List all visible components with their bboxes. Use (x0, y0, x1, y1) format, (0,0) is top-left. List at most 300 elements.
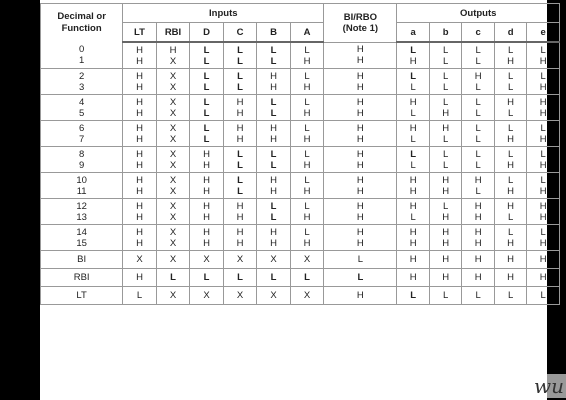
header-output-col: b (429, 23, 461, 43)
table-row (41, 121, 560, 147)
cell-value: H (356, 185, 364, 197)
cell-value: L (443, 81, 449, 93)
cell-value: L (237, 55, 243, 67)
cell-value: H (136, 211, 143, 223)
table-cell (494, 199, 526, 225)
cell-value: L (237, 44, 243, 56)
cell-value: X (290, 251, 324, 269)
table-cell (123, 95, 157, 121)
cell-value: H (270, 81, 277, 93)
row-label-line: 6 (78, 122, 85, 134)
cell-value: L (270, 159, 277, 171)
table-cell (397, 42, 429, 69)
cell-value: L (475, 185, 481, 197)
table-cell (462, 147, 494, 173)
cell-value: H (442, 185, 450, 197)
header-output-col: e (527, 23, 560, 43)
cell-value: H (303, 81, 311, 93)
cell-value: X (169, 226, 177, 238)
cell-value: L (507, 122, 514, 134)
table-cell (156, 147, 190, 173)
cell-value: H (324, 287, 397, 305)
cell-value: H (409, 200, 417, 212)
cell-value: L (443, 200, 449, 212)
cell-value: H (136, 81, 143, 93)
table-cell (257, 95, 291, 121)
cell-value: L (304, 44, 310, 56)
cell-value: H (236, 211, 244, 223)
cell-value: L (304, 226, 310, 238)
cell-value: H (527, 269, 560, 287)
table-cell (527, 42, 560, 69)
table-row (41, 225, 560, 251)
cell-value: L (304, 200, 310, 212)
cell-value: H (409, 174, 417, 186)
row-label-line: 11 (76, 185, 87, 197)
table-cell (223, 42, 257, 69)
cell-value: L (270, 55, 277, 67)
table-cell (324, 95, 397, 121)
cell-value: H (203, 200, 210, 212)
cell-value: L (507, 174, 514, 186)
cell-value: L (443, 96, 449, 108)
cell-value: H (356, 237, 364, 249)
cell-value: H (303, 107, 311, 119)
table-cell (290, 121, 324, 147)
cell-value: H (409, 96, 417, 108)
table-cell (156, 42, 190, 69)
cell-value: H (270, 70, 277, 82)
header-output-col: c (462, 23, 494, 43)
cell-value: H (203, 185, 210, 197)
cell-value: H (442, 122, 450, 134)
cell-value: H (136, 226, 143, 238)
table-header (41, 4, 560, 43)
table-cell (257, 69, 291, 95)
table-cell (397, 69, 429, 95)
cell-value: H (539, 159, 547, 171)
cell-value: L (237, 159, 243, 171)
cell-value: H (356, 70, 364, 82)
table-cell (494, 173, 526, 199)
cell-value: H (462, 251, 494, 269)
table-body (41, 42, 560, 305)
table-cell (257, 173, 291, 199)
cell-value: L (527, 287, 560, 305)
cell-value: H (429, 269, 461, 287)
table-cell (123, 173, 157, 199)
row-label (41, 147, 123, 173)
cell-value: L (203, 55, 210, 67)
table-cell (257, 42, 291, 69)
cell-value: H (356, 226, 364, 238)
table-cell (527, 147, 560, 173)
cell-value: X (169, 122, 177, 134)
cell-value: L (410, 81, 416, 93)
table-cell (462, 199, 494, 225)
cell-value: L (475, 107, 481, 119)
table-row (41, 269, 560, 287)
cell-value: X (169, 174, 177, 186)
cell-value: H (123, 269, 157, 287)
cell-value: L (410, 159, 416, 171)
cell-value: L (203, 107, 210, 119)
table-cell (397, 147, 429, 173)
cell-value: H (136, 174, 143, 186)
cell-value: H (539, 237, 547, 249)
cell-value: L (462, 287, 494, 305)
cell-value: H (356, 159, 364, 171)
cell-value: L (270, 44, 277, 56)
header-output-col: d (494, 23, 526, 43)
row-label (41, 199, 123, 225)
cell-value: L (507, 211, 514, 223)
cell-value: L (410, 70, 417, 82)
table-cell (190, 69, 224, 95)
row-label-line: 12 (76, 200, 87, 212)
cell-value: H (136, 107, 143, 119)
cell-value: L (475, 81, 481, 93)
cell-value: H (356, 107, 364, 119)
row-label-line: 5 (78, 107, 85, 119)
header-decimal-function (41, 4, 123, 43)
header-input-col: RBI (156, 23, 190, 43)
table-cell (123, 69, 157, 95)
cell-value: H (236, 133, 244, 145)
cell-value: H (203, 237, 210, 249)
row-label: LT (41, 287, 123, 305)
cell-value: X (169, 70, 177, 82)
row-label (41, 95, 123, 121)
header-outputs: Outputs (397, 4, 560, 23)
cell-value: X (169, 133, 177, 145)
row-label: RBI (41, 269, 123, 287)
table-row (41, 173, 560, 199)
row-label-line: 15 (76, 237, 87, 249)
cell-value: L (397, 287, 429, 305)
table-cell (324, 69, 397, 95)
table-cell (397, 225, 429, 251)
header-input-col: B (257, 23, 291, 43)
header-bi-rbo (324, 4, 397, 43)
cell-value: X (169, 148, 177, 160)
table-cell (494, 147, 526, 173)
cell-value: H (539, 133, 547, 145)
cell-value: L (475, 122, 481, 134)
header-input-col: LT (123, 23, 157, 43)
cell-value: L (270, 148, 277, 160)
cell-value: L (270, 200, 277, 212)
table-cell (223, 121, 257, 147)
cell-value: H (236, 107, 244, 119)
row-label-line: 4 (78, 96, 85, 108)
datasheet-page (40, 0, 564, 400)
cell-value: H (442, 107, 450, 119)
table-cell (156, 225, 190, 251)
cell-value: L (270, 107, 277, 119)
header-decimal-line2: Function (61, 23, 102, 34)
table-cell (190, 121, 224, 147)
cell-value: L (237, 174, 243, 186)
cell-value: H (442, 237, 450, 249)
cell-value: X (190, 287, 224, 305)
cell-value: H (136, 122, 143, 134)
cell-value: L (123, 287, 157, 305)
table-cell (494, 69, 526, 95)
cell-value: L (507, 81, 514, 93)
table-cell (527, 121, 560, 147)
cell-value: L (443, 55, 449, 67)
cell-value: H (236, 200, 244, 212)
cell-value: X (290, 287, 324, 305)
cell-value: H (474, 174, 482, 186)
cell-value: H (474, 237, 482, 249)
cell-value: H (507, 159, 515, 171)
table-cell (397, 95, 429, 121)
cell-value: H (356, 44, 364, 56)
cell-value: X (190, 251, 224, 269)
row-label (41, 225, 123, 251)
cell-value: H (236, 226, 244, 238)
cell-value: H (136, 200, 143, 212)
cell-value: H (442, 226, 450, 238)
table-cell (462, 121, 494, 147)
table-cell (190, 42, 224, 69)
cell-value: L (494, 287, 526, 305)
table-row (41, 199, 560, 225)
cell-value: L (540, 148, 546, 160)
table-row (41, 251, 560, 269)
cell-value: H (270, 185, 277, 197)
cell-value: L (540, 44, 546, 56)
table-cell (324, 225, 397, 251)
cell-value: X (169, 211, 177, 223)
cell-value: H (303, 237, 311, 249)
table-cell (429, 42, 461, 69)
cell-value: L (429, 287, 461, 305)
table-cell (494, 121, 526, 147)
table-cell (324, 147, 397, 173)
cell-value: L (540, 70, 546, 82)
cell-value: H (507, 185, 515, 197)
cell-value: H (203, 148, 210, 160)
cell-value: H (356, 174, 364, 186)
header-output-col: a (397, 23, 429, 43)
table-cell (190, 199, 224, 225)
table-cell (290, 173, 324, 199)
cell-value: H (409, 55, 417, 67)
cell-value: L (270, 96, 277, 108)
cell-value: H (356, 96, 364, 108)
cell-value: L (203, 44, 210, 56)
table-row (41, 42, 560, 69)
cell-value: L (237, 81, 243, 93)
table-cell (494, 42, 526, 69)
table-cell (324, 199, 397, 225)
table-cell (397, 173, 429, 199)
cell-value: H (462, 269, 494, 287)
cell-value: L (475, 96, 481, 108)
cell-value: L (237, 185, 243, 197)
cell-value: H (442, 211, 450, 223)
cell-value: L (190, 269, 224, 287)
row-label-line: 0 (78, 44, 85, 55)
cell-value: L (507, 107, 514, 119)
table-cell (494, 225, 526, 251)
cell-value: H (136, 44, 143, 56)
cell-value: H (203, 211, 210, 223)
table-cell (156, 173, 190, 199)
cell-value: H (356, 148, 364, 160)
cell-value: H (136, 148, 143, 160)
cell-value: H (539, 200, 547, 212)
table-cell (397, 121, 429, 147)
table-cell (429, 121, 461, 147)
cell-value: H (203, 159, 210, 171)
truth-table (40, 3, 560, 305)
cell-value: H (270, 237, 277, 249)
table-row (41, 287, 560, 305)
cell-value: X (156, 251, 190, 269)
table-cell (223, 225, 257, 251)
table-cell (290, 199, 324, 225)
cell-value: X (123, 251, 157, 269)
cell-value: H (409, 226, 417, 238)
cell-value: L (324, 251, 397, 269)
cell-value: L (507, 148, 514, 160)
cell-value: H (397, 269, 429, 287)
cell-value: H (494, 269, 526, 287)
cell-value: H (136, 96, 143, 108)
cell-value: X (223, 287, 257, 305)
table-cell (527, 173, 560, 199)
cell-value: X (169, 81, 177, 93)
table-cell (429, 225, 461, 251)
cell-value: L (304, 122, 310, 134)
row-label-line: 1 (78, 55, 85, 66)
table-cell (429, 95, 461, 121)
cell-value: H (527, 251, 560, 269)
cell-value: X (257, 287, 291, 305)
header-bi-rbo-line2: (Note 1) (342, 22, 379, 34)
cell-value: X (169, 237, 177, 249)
cell-value: H (136, 159, 143, 171)
cell-value: L (203, 122, 210, 134)
cell-value: H (270, 133, 277, 145)
table-cell (429, 69, 461, 95)
cell-value: L (443, 159, 449, 171)
cell-value: H (303, 211, 311, 223)
cell-value: H (356, 133, 364, 145)
cell-value: L (237, 148, 243, 160)
cell-value: H (539, 107, 547, 119)
cell-value: H (474, 226, 482, 238)
row-label-line: 3 (78, 81, 85, 93)
header-inputs: Inputs (123, 4, 324, 23)
cell-value: X (169, 55, 177, 67)
cell-value: L (304, 96, 310, 108)
cell-value: X (169, 159, 177, 171)
cell-value: X (169, 185, 177, 197)
table-cell (223, 147, 257, 173)
cell-value: H (270, 226, 277, 238)
table-cell (223, 69, 257, 95)
row-label (41, 121, 123, 147)
table-cell (156, 199, 190, 225)
row-label-line: 9 (78, 159, 85, 171)
header-input-col: D (190, 23, 224, 43)
table-cell (494, 95, 526, 121)
cell-value: X (223, 251, 257, 269)
row-label-line: 8 (78, 148, 85, 160)
table-cell (397, 199, 429, 225)
row-label-line: 10 (76, 174, 87, 186)
cell-value: L (203, 70, 210, 82)
table-cell (190, 95, 224, 121)
cell-value: H (236, 96, 244, 108)
row-label-line: 13 (76, 211, 87, 223)
cell-value: L (443, 133, 449, 145)
table-cell (324, 42, 397, 69)
cell-value: H (429, 251, 461, 269)
table-cell (123, 42, 157, 69)
table-cell (462, 69, 494, 95)
table-row (41, 95, 560, 121)
cell-value: L (203, 133, 210, 145)
cell-value: H (136, 55, 143, 67)
cell-value: H (507, 237, 515, 249)
table-cell (290, 95, 324, 121)
table-cell (462, 42, 494, 69)
cell-value: L (410, 148, 417, 160)
table-cell (257, 147, 291, 173)
table-cell (429, 147, 461, 173)
cell-value: H (539, 185, 547, 197)
cell-value: L (507, 44, 514, 56)
cell-value: L (475, 133, 481, 145)
header-input-col: C (223, 23, 257, 43)
row-label-line: 14 (76, 226, 87, 238)
table-cell (527, 95, 560, 121)
cell-value: H (409, 185, 417, 197)
cell-value: X (156, 287, 190, 305)
row-label (41, 173, 123, 199)
cell-value: H (507, 96, 515, 108)
table-cell (156, 95, 190, 121)
cell-value: H (356, 81, 364, 93)
table-cell (527, 199, 560, 225)
cell-value: L (443, 44, 449, 56)
table-cell (290, 42, 324, 69)
cell-value: H (270, 174, 277, 186)
table-cell (223, 173, 257, 199)
table-cell (527, 225, 560, 251)
table-cell (462, 173, 494, 199)
cell-value: H (203, 174, 210, 186)
cell-value: L (507, 70, 514, 82)
table-cell (257, 199, 291, 225)
cell-value: L (475, 55, 481, 67)
cell-value: H (136, 133, 143, 145)
cell-value: L (203, 96, 210, 108)
row-label-line: 7 (78, 133, 85, 145)
table-row (41, 147, 560, 173)
cell-value: H (236, 237, 244, 249)
table-cell (123, 199, 157, 225)
cell-value: L (203, 81, 210, 93)
cell-value: L (237, 70, 243, 82)
header-input-col: A (290, 23, 324, 43)
